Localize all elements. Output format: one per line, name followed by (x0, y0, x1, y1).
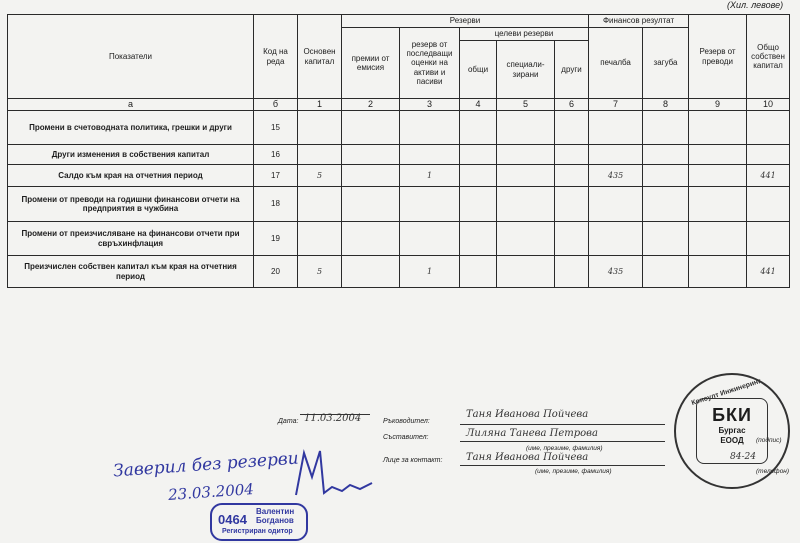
equity-changes-table (7, 14, 790, 288)
header-other: други (555, 41, 589, 99)
index-cell: 2 (342, 99, 400, 111)
index-cell: 4 (460, 99, 497, 111)
index-cell: 9 (689, 99, 747, 111)
stamp-city: Бургас (718, 426, 746, 435)
profit-value: 435 (589, 165, 643, 187)
index-cell: 3 (400, 99, 460, 111)
capital-value: 5 (298, 256, 342, 288)
index-cell: 1 (298, 99, 342, 111)
manager-name: Таня Иванова Пойчева (466, 409, 589, 420)
auditor-name: Валентин Богданов (256, 507, 295, 525)
index-row (8, 99, 790, 111)
revaluation-value: 1 (400, 256, 460, 288)
auditor-stamp (210, 503, 308, 541)
date-label: Дата: (278, 418, 299, 425)
revaluation-value: 1 (400, 165, 460, 187)
header-reserves: Резерви (342, 15, 589, 28)
index-cell: 10 (747, 99, 790, 111)
table-row (8, 222, 790, 256)
header-general: общи (460, 41, 497, 99)
phone-hint: (телефон) (756, 468, 790, 475)
total-value: 441 (747, 256, 790, 288)
header-target-reserves: целеви резерви (460, 28, 589, 41)
header-total-equity: Общо собствен капитал (747, 15, 790, 99)
header-row-code: Код на реда (254, 15, 298, 99)
auditor-title: Регистриран одитор (222, 528, 293, 535)
row-code: 16 (254, 145, 298, 165)
row-label: Промени в счетоводната политика, грешки и други (8, 111, 254, 145)
row-code: 15 (254, 111, 298, 145)
row-label: Преизчислен собствен капитал към края на отчетния период (8, 256, 254, 288)
header-translation-reserve: Резерв от преводи (689, 15, 747, 99)
preparer-name: Лиляна Танева Петрова (466, 428, 598, 439)
row-label: Промени от преизчисляване на финансови отчети при свръхинфлация (8, 222, 254, 256)
header-special: специали-зирани (497, 41, 555, 99)
row-label: Салдо към края на отчетния период (8, 165, 254, 187)
name-hint: (име, презиме, фамилия) (526, 445, 603, 452)
table-row (8, 165, 790, 187)
row-code: 19 (254, 222, 298, 256)
preparer-label: Съставител: (383, 434, 429, 441)
date-value: 11.03.2004 (304, 413, 362, 424)
index-cell: а (8, 99, 254, 111)
header-profit: печалба (589, 28, 643, 99)
row-label: Промени от преводи на годишни финансови отчети на предприятия в чужбина (8, 187, 254, 222)
header-fin-result: Финансов резултат (589, 15, 689, 28)
table-row (8, 145, 790, 165)
stamp-logo-box (696, 398, 768, 464)
header-capital: Основен капитал (298, 15, 342, 99)
name-hint: (име, презиме, фамилия) (535, 468, 612, 475)
signature-hint: (подпис) (756, 437, 782, 444)
profit-value: 435 (589, 256, 643, 288)
index-cell: 7 (589, 99, 643, 111)
total-value: 441 (747, 165, 790, 187)
header-indicators: Показатели (8, 15, 254, 99)
contact-label: Лице за контакт: (383, 457, 443, 464)
row-code: 17 (254, 165, 298, 187)
stamp-type: ЕООД (720, 436, 744, 445)
row-code: 20 (254, 256, 298, 288)
stamp-logo: БКИ (712, 405, 752, 425)
index-cell: 5 (497, 99, 555, 111)
table-row (8, 111, 790, 145)
table-row (8, 187, 790, 222)
index-cell: б (254, 99, 298, 111)
row-label: Други изменения в собствения капитал (8, 145, 254, 165)
header-revaluation: резерв от последващи оценки на активи и пасиви (400, 28, 460, 99)
header-premium: премии от емисия (342, 28, 400, 99)
row-code: 18 (254, 187, 298, 222)
unit-note: (Хил. левове) (727, 0, 784, 10)
auditor-signature (290, 447, 390, 503)
auditor-note: Заверил без резерви (112, 448, 300, 482)
manager-label: Ръководител: (383, 418, 430, 425)
phone-value: 84-24 (730, 452, 756, 462)
auditor-date: 23.03.2004 (167, 480, 255, 504)
auditor-number: 0464 (218, 512, 247, 527)
index-cell: 6 (555, 99, 589, 111)
header-loss: загуба (643, 28, 689, 99)
index-cell: 8 (643, 99, 689, 111)
stamp-rim-text: Консулт Инжинеринг (690, 377, 762, 408)
capital-value: 5 (298, 165, 342, 187)
contact-name: Таня Иванова Пойчева (466, 452, 589, 463)
table-row (8, 256, 790, 288)
